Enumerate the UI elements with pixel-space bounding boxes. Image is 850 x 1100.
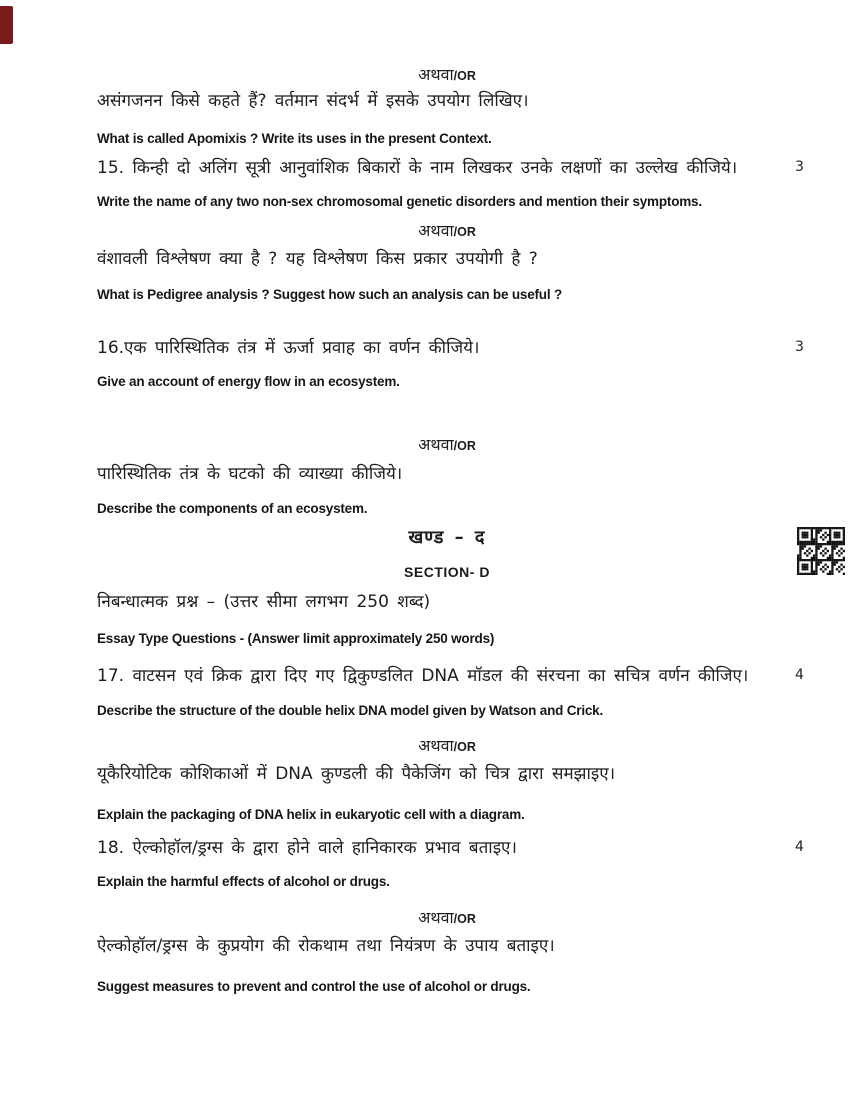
question-17-hindi: 17. वाटसन एवं क्रिक द्वारा दिए गए द्विकुण्डलित DNA मॉडल की संरचना का सचित्र वर्णन कीजिए।: [97, 666, 749, 686]
qr-code: [797, 527, 845, 575]
essay-note-english: Essay Type Questions - (Answer limit approximately 250 words): [97, 631, 495, 646]
or-label-hindi: अथवा: [418, 435, 454, 454]
question-16-marks: 3: [795, 339, 804, 355]
or-label-english: /OR: [453, 740, 476, 754]
or-divider: [97, 65, 797, 85]
or-label-hindi: अथवा: [418, 736, 454, 755]
or-label-hindi: अथवा: [418, 221, 454, 240]
question-14-or-hindi: असंगजनन किसे कहते हैं? वर्तमान संदर्भ में इसके उपयोग लिखिए।: [97, 91, 529, 111]
question-16-english: Give an account of energy flow in an ecosystem.: [97, 374, 400, 389]
question-18-hindi: 18. ऐल्कोहॉल/ड्रग्स के द्वारा होने वाले हानिकारक प्रभाव बताइए।: [97, 838, 517, 858]
question-16-or-english: Describe the components of an ecosystem.: [97, 501, 368, 516]
corner-mark: [0, 6, 13, 44]
question-15-english: Write the name of any two non-sex chromosomal genetic disorders and mention their symptoms.: [97, 194, 702, 209]
or-label-english: /OR: [453, 912, 476, 926]
question-15-or-english: What is Pedigree analysis ? Suggest how such an analysis can be useful ?: [97, 287, 562, 302]
question-18-or-hindi: ऐल्कोहॉल/ड्रग्स के कुप्रयोग की रोकथाम तथा नियंत्रण के उपाय बताइए।: [97, 936, 555, 956]
question-18-english: Explain the harmful effects of alcohol or drugs.: [97, 874, 390, 889]
question-16-hindi: 16.एक पारिस्थितिक तंत्र में ऊर्जा प्रवाह का वर्णन कीजिये।: [97, 338, 480, 358]
question-16-or-hindi: पारिस्थितिक तंत्र के घटको की व्याख्या कीजिये।: [97, 464, 403, 484]
or-label-english: /OR: [453, 439, 476, 453]
or-divider: [97, 221, 797, 241]
question-17-english: Describe the structure of the double helix DNA model given by Watson and Crick.: [97, 703, 604, 718]
question-15-hindi: 15. किन्ही दो अलिंग सूत्री आनुवांशिक बिकारों के नाम लिखकर उनके लक्षणों का उल्लेख कीजिये।: [97, 158, 738, 178]
or-label-english: /OR: [453, 225, 476, 239]
section-heading-english: SECTION- D: [404, 564, 490, 580]
or-divider: [97, 435, 797, 455]
question-18-marks: 4: [795, 839, 804, 855]
question-15-marks: 3: [795, 159, 804, 175]
question-15-or-hindi: वंशावली विश्लेषण क्या है ? यह विश्लेषण किस प्रकार उपयोगी है ?: [97, 249, 538, 269]
or-divider: [97, 736, 797, 756]
section-heading-hindi: खण्ड – द: [408, 527, 486, 548]
or-divider: [97, 908, 797, 928]
or-label-hindi: अथवा: [418, 65, 454, 84]
question-18-or-english: Suggest measures to prevent and control the use of alcohol or drugs.: [97, 979, 531, 994]
question-17-marks: 4: [795, 667, 804, 683]
question-14-or-english: What is called Apomixis ? Write its uses in the present Context.: [97, 131, 492, 146]
or-label-hindi: अथवा: [418, 908, 454, 927]
or-label-english: /OR: [453, 69, 476, 83]
question-17-or-english: Explain the packaging of DNA helix in eukaryotic cell with a diagram.: [97, 807, 525, 822]
essay-note-hindi: निबन्धात्मक प्रश्न – (उत्तर सीमा लगभग 250 शब्द): [97, 592, 431, 612]
question-17-or-hindi: यूकैरियोटिक कोशिकाओं में DNA कुण्डली की पैकेजिंग को चित्र द्वारा समझाइए।: [97, 764, 616, 784]
